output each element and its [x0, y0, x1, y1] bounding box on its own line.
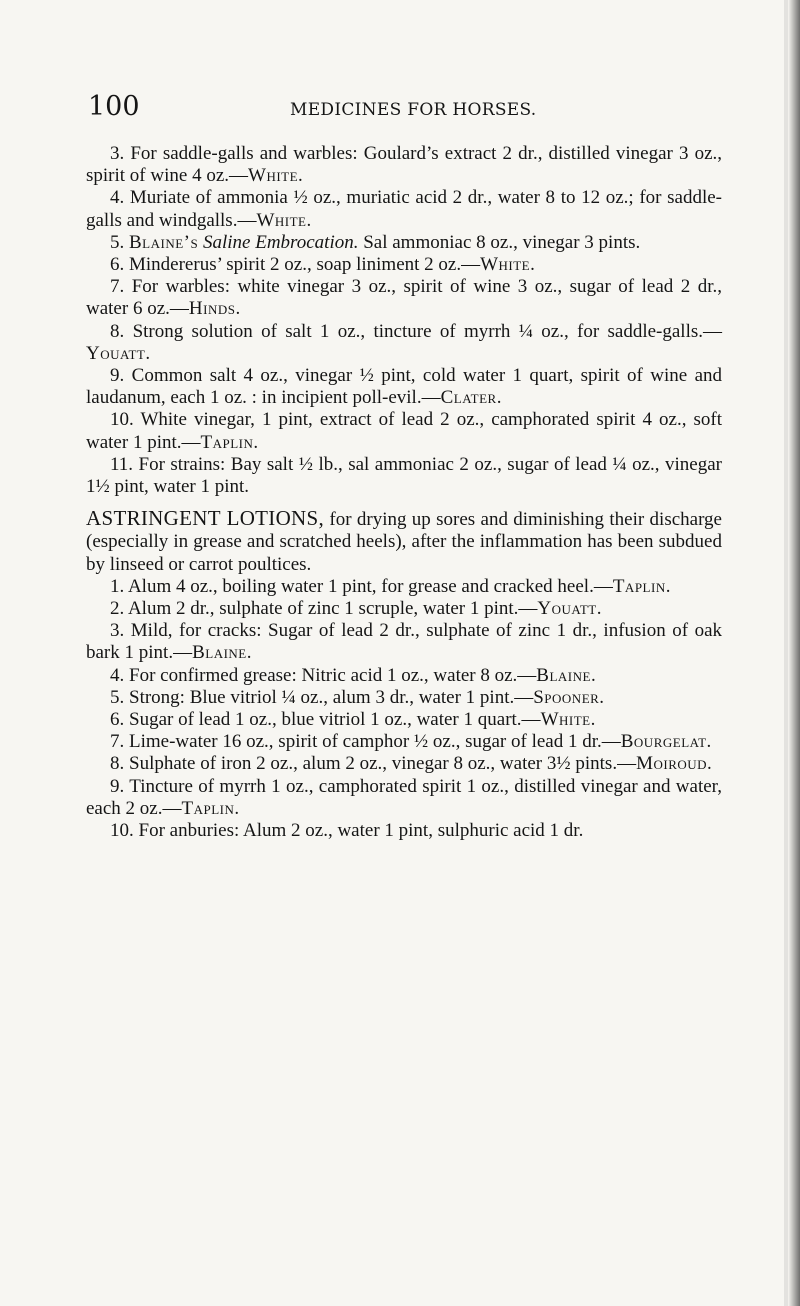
- running-head: MEDICINES FOR HORSES.: [290, 100, 537, 120]
- entry-number: 6.: [110, 254, 125, 276]
- entry-number: 5.: [110, 686, 125, 708]
- entry-text: Alum 2 dr., sulphate of zinc 1 scruple, water 1 pint.—: [127, 598, 538, 620]
- entry-author: Taplin.: [181, 797, 240, 819]
- entry-author-lead: Blaine’s: [129, 231, 199, 253]
- entry-number: 8.: [110, 320, 125, 342]
- entry-text: Common salt 4 oz., vinegar ½ pint, cold water 1 quart, spirit of wine and laudanum, each 1 oz. : in incipient poll-evil.—: [86, 365, 723, 409]
- entry-text: Strong solution of salt 1 oz., tincture of myrrh ¼ oz., for saddle-galls.—: [132, 320, 722, 342]
- recipe-entry: [86, 187, 722, 231]
- section-astringent-lotions: [86, 507, 722, 576]
- entry-text: Tincture of myrrh 1 oz., camphorated spirit 1 oz., distilled vinegar and water, each 2 oz.—: [86, 775, 722, 819]
- entry-number: 5.: [110, 231, 125, 253]
- entry-text: Mindererus’ spirit 2 oz., soap liniment 2 oz.—: [129, 254, 481, 276]
- entry-text: Sugar of lead 1 oz., blue vitriol 1 oz., water 1 quart.—: [129, 709, 541, 731]
- entry-number: 10.: [110, 409, 134, 431]
- recipe-entry: [86, 665, 722, 687]
- page-number: 100: [88, 91, 140, 122]
- entry-author: Youatt.: [86, 342, 151, 364]
- entry-text: For anburies: Alum 2 oz., water 1 pint, sulphuric acid 1 dr.: [138, 820, 584, 842]
- entry-text: For saddle-galls and warbles: Goulard’s extract 2 dr., distilled vinegar 3 oz., spirit of wine 4 oz.—: [86, 143, 723, 187]
- entry-number: 7.: [110, 276, 125, 298]
- entry-author: Moiroud.: [636, 753, 713, 775]
- recipe-entry: [86, 731, 722, 753]
- entry-number: 11.: [110, 453, 134, 475]
- recipe-entry: [86, 709, 722, 731]
- entry-text: For strains: Bay salt ½ lb., sal ammoniac 2 oz., sugar of lead ¼ oz., vinegar 1½ pint, water 1 pint.: [86, 453, 722, 498]
- entry-author: Bourgelat.: [620, 731, 712, 753]
- entry-number: 1.: [110, 575, 125, 597]
- recipe-entry: [86, 365, 722, 409]
- entry-text: Mild, for cracks: Sugar of lead 2 dr., sulphate of zinc 1 dr., infusion of oak bark 1 pint.—: [86, 620, 723, 664]
- page-body: [86, 143, 722, 842]
- entry-text: Alum 4 oz., boiling water 1 pint, for grease and cracked heel.—: [127, 575, 613, 597]
- entry-author: Blaine.: [536, 664, 597, 686]
- entry-text: Sal ammoniac 8 oz., vinegar 3 pints.: [363, 231, 641, 253]
- entry-author: White.: [248, 165, 304, 187]
- entry-author: White.: [540, 709, 596, 731]
- recipe-entry: [86, 232, 722, 254]
- recipe-entry: [86, 409, 722, 453]
- section-heading: ASTRINGENT LOTIONS,: [86, 506, 325, 531]
- entry-number: 9.: [110, 775, 125, 797]
- recipe-entry: [86, 687, 722, 709]
- recipe-entry: [86, 143, 722, 187]
- entry-number: 7.: [110, 731, 125, 753]
- page-edge: [788, 0, 800, 1306]
- entry-number: 4.: [110, 187, 125, 209]
- recipe-entry: [86, 276, 722, 320]
- entry-number: 9.: [110, 365, 125, 387]
- entry-number: 2.: [110, 598, 125, 620]
- entry-author: Spooner.: [533, 686, 605, 708]
- entry-author: Clater.: [440, 387, 502, 409]
- recipe-entry: [86, 321, 722, 365]
- entry-text: For confirmed grease: Nitric acid 1 oz., water 8 oz.—: [129, 664, 537, 686]
- recipe-entry: [86, 820, 722, 842]
- entry-number: 3.: [110, 143, 125, 164]
- recipe-list-top: [86, 143, 722, 498]
- entry-text: White vinegar, 1 pint, extract of lead 2 oz., camphorated spirit 4 oz., soft water 1 pint.—: [86, 409, 722, 453]
- entry-number: 10.: [110, 820, 134, 842]
- entry-number: 4.: [110, 664, 125, 686]
- section-intro: for drying up sores and diminishing their discharge (especially in grease and scratched heels), after the inflammation has been subdued by linseed or carrot poultices.: [86, 509, 722, 575]
- entry-text: Strong: Blue vitriol ¼ oz., alum 3 dr., water 1 pint.—: [129, 686, 534, 708]
- entry-number: 6.: [110, 709, 125, 731]
- entry-text: For warbles: white vinegar 3 oz., spirit of wine 3 oz., sugar of lead 2 dr., water 6 oz.—: [86, 276, 722, 320]
- entry-author: Taplin.: [200, 431, 259, 453]
- entry-title: Saline Embrocation.: [202, 231, 359, 253]
- entry-author: White.: [256, 209, 312, 231]
- recipe-list-bottom: [86, 576, 722, 842]
- entry-author: Hinds.: [188, 298, 241, 320]
- recipe-entry: [86, 576, 722, 598]
- recipe-entry: [86, 254, 722, 276]
- recipe-entry: [86, 753, 722, 775]
- entry-number: 8.: [110, 753, 125, 775]
- recipe-entry: [86, 598, 722, 620]
- entry-text: Muriate of ammonia ½ oz., muriatic acid 2 dr., water 8 to 12 oz.; for saddle-galls and windgalls.—: [86, 187, 723, 231]
- page-header: [0, 92, 800, 122]
- recipe-entry: [86, 776, 722, 820]
- recipe-entry: [86, 620, 722, 664]
- entry-number: 3.: [110, 620, 125, 642]
- entry-author: Youatt.: [537, 598, 602, 620]
- recipe-entry: [86, 454, 722, 498]
- entry-author: White.: [480, 254, 536, 276]
- entry-text: Lime-water 16 oz., spirit of camphor ½ oz., sugar of lead 1 dr.—: [129, 731, 621, 753]
- entry-text: Sulphate of iron 2 oz., alum 2 oz., vinegar 8 oz., water 3½ pints.—: [129, 753, 637, 775]
- entry-author: Taplin.: [612, 575, 671, 597]
- entry-author: Blaine.: [192, 642, 252, 664]
